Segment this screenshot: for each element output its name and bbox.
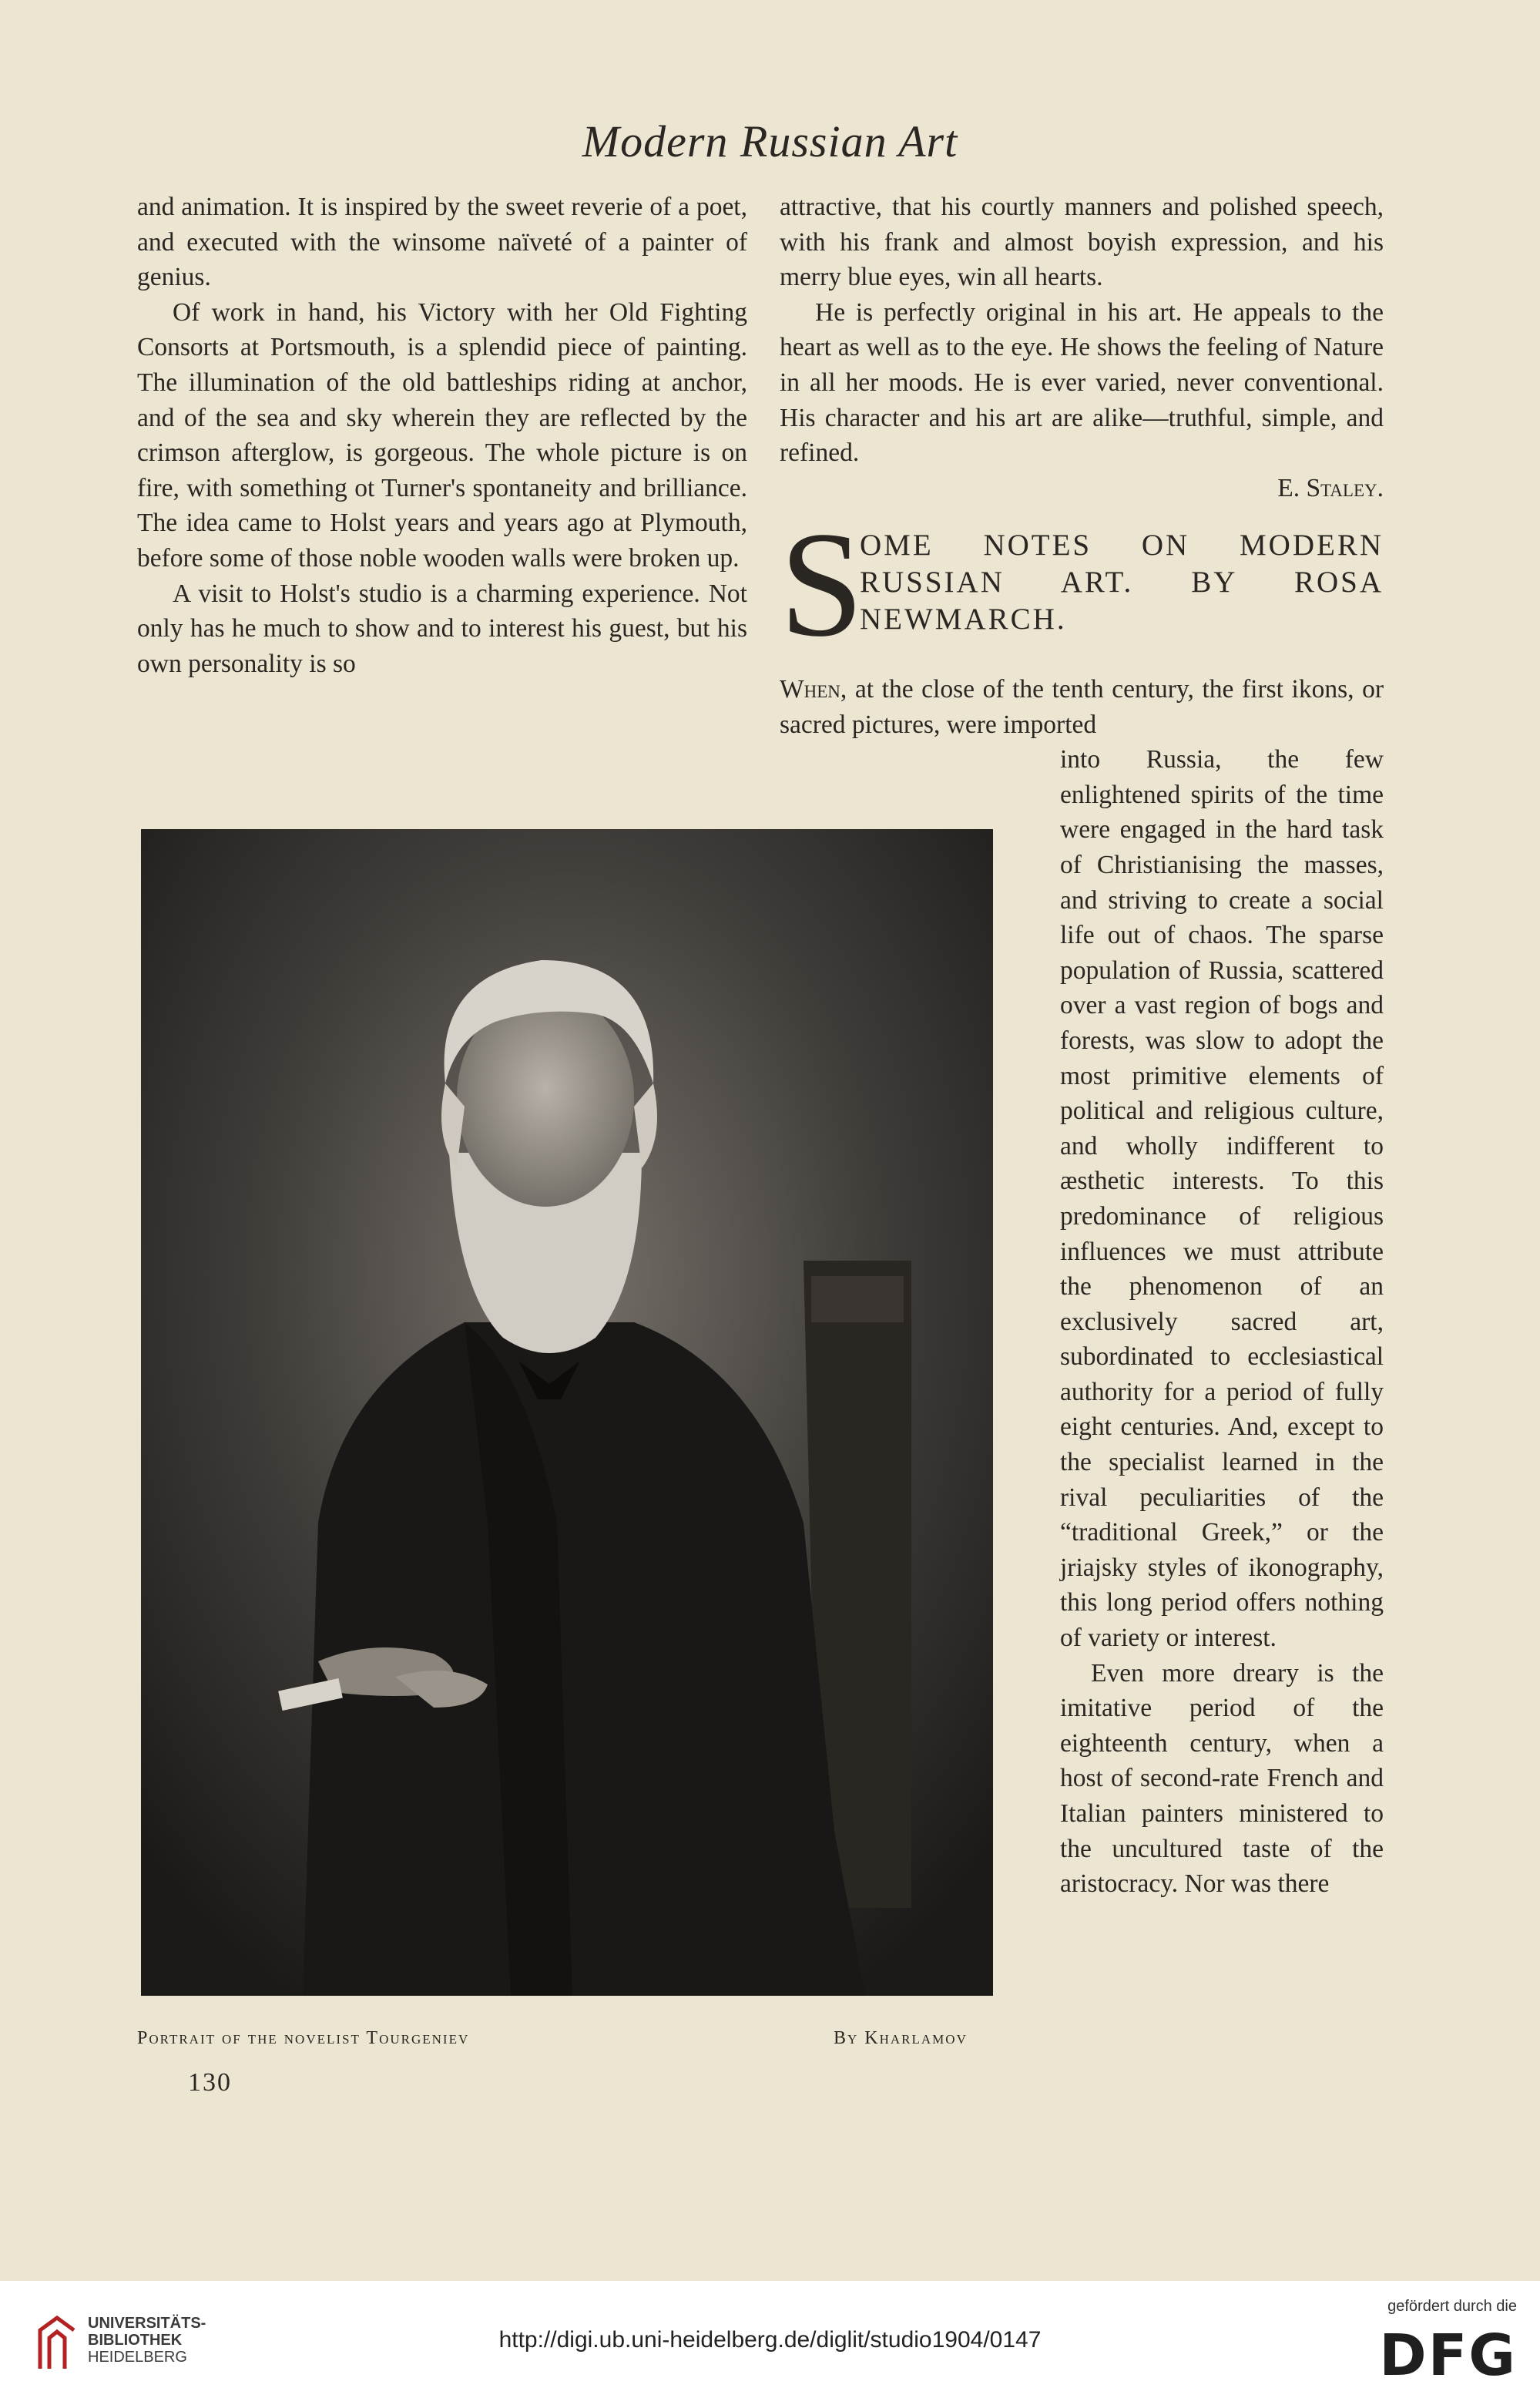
article-paragraph-2: Even more dreary is the imitative period of the eighteenth century, when a host of second-rate French and Italian painters ministered to the uncultured taste of the aristocracy. Nor was there bbox=[1060, 1658, 1384, 1899]
right-column bbox=[780, 190, 1384, 505]
library-name-line-3: HEIDELBERG bbox=[88, 2349, 187, 2366]
dfg-logo: DFG bbox=[1379, 2322, 1517, 2389]
page-number: 130 bbox=[188, 2068, 232, 2097]
article-wrapped-text: into Russia, the few enlightened spirits of the time were engaged in the hard task of Christianising the masses, and striving to create a social life out of chaos. The sparse population of Russia, scattered over a vast region of bogs and forests, was slow to adopt the most primitive elements of political and religious culture, and wholly indifferent to æsthetic interests. To this predominance of religious influences we must attribute the phenomenon of an exclusively sacred art, subordinated to ecclesiastical authority for a period of fully eight centuries. And, except to the specialist learned in the rival peculiarities of the “traditional Greek,” or the jriajsky styles of ikonography, this long period offers nothing of variety or interest. bbox=[1060, 745, 1384, 1653]
opening-lines: at the close of the tenth century, the first ikons, or sacred pictures, were imported bbox=[780, 675, 1384, 739]
permalink-url[interactable]: http://digi.ub.uni-heidelberg.de/diglit/studio1904/0147 bbox=[498, 2327, 1042, 2353]
left-column bbox=[137, 190, 747, 681]
right-paragraph-2: He is perfectly original in his art. He appeals to the heart as well as to the eye. He shows the feeling of Nature in all her moods. He is ever varied, never conventional. His character and his art are alike—truthful, simple, and refined. bbox=[780, 297, 1384, 468]
library-name-line-1: UNIVERSITÄTS- bbox=[88, 2315, 206, 2332]
figure-caption-credit: By Kharlamov bbox=[834, 2028, 968, 2048]
running-head: Modern Russian Art bbox=[582, 116, 958, 166]
article-opening bbox=[780, 672, 1384, 742]
figure-caption-title: Portrait of the novelist Tourgeniev bbox=[137, 2028, 470, 2048]
left-paragraph-1: and animation. It is inspired by the sweet reverie of a poet, and executed with the winsome naïveté of a painter of genius. bbox=[137, 193, 747, 292]
article-heading bbox=[780, 501, 1384, 668]
left-paragraph-2: Of work in hand, his Victory with her Old Fighting Consorts at Portsmouth, is a splendid piece of painting. The illumination of the old battleships riding at anchor, and of the sea and sky wherein they are reflected by the crimson afterglow, is gorgeous. The whole picture is on fire, with something ot Turner's spontaneity and brilliance. The idea came to Holst years and years ago at Plymouth, before some of those noble wooden walls were broken up. bbox=[137, 297, 747, 573]
article-title: OME NOTES ON MODERN RUSSIAN ART. BY ROSA NEWMARCH. bbox=[860, 529, 1384, 636]
author-signature: E. Staley. bbox=[1277, 473, 1384, 502]
right-paragraph-1: attractive, that his courtly manners and polished speech, with his frank and almost boyish expression, and his merry blue eyes, win all hearts. bbox=[780, 193, 1384, 292]
funded-by-label: gefördert durch die bbox=[1387, 2298, 1517, 2315]
portrait-photograph bbox=[141, 829, 993, 1996]
portrait-figure-illustration bbox=[141, 829, 993, 1996]
library-name-line-2: BIBLIOTHEK bbox=[88, 2332, 183, 2349]
drop-cap: S bbox=[780, 501, 864, 668]
left-paragraph-3: A visit to Holst's studio is a charming experience. Not only has he much to show and to interest his guest, but his own personality is so bbox=[137, 579, 747, 678]
lead-word: When, bbox=[780, 675, 847, 704]
digitization-footer bbox=[0, 2281, 1540, 2398]
